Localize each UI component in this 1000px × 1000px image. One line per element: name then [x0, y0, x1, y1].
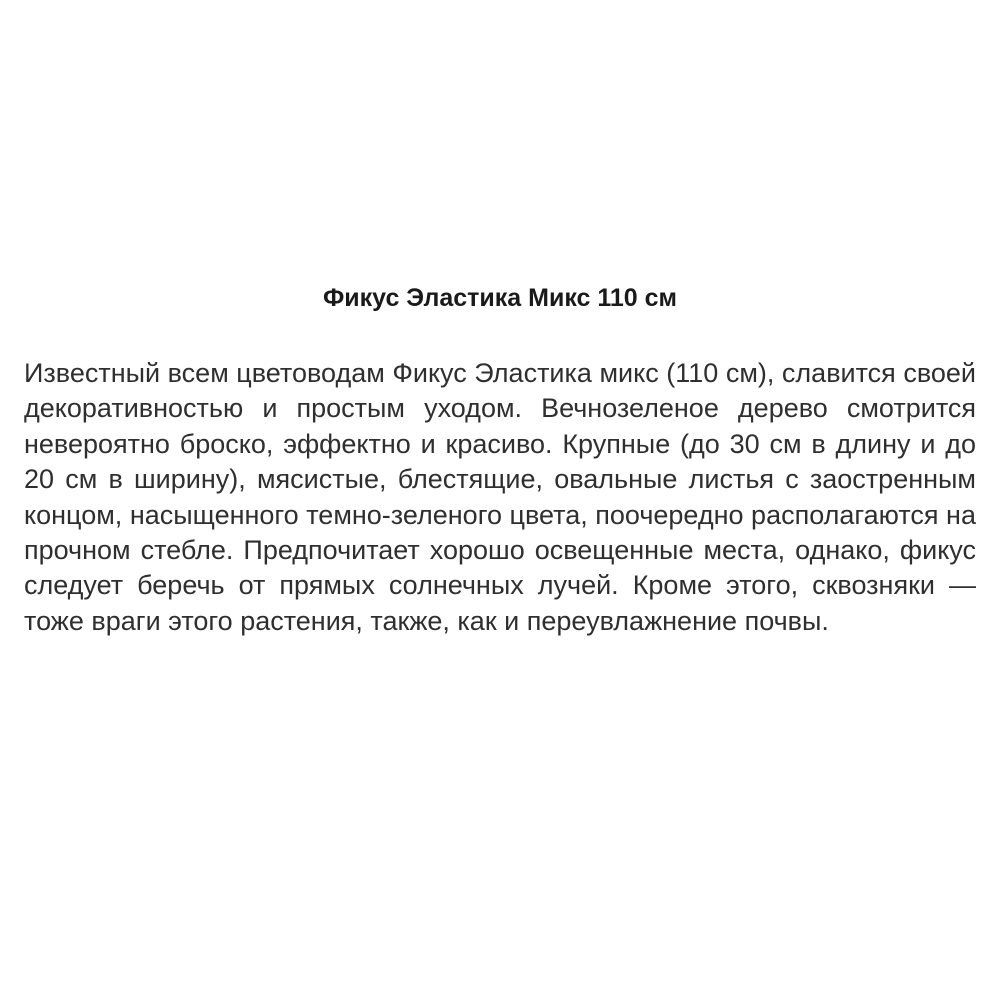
product-description [24, 276, 976, 639]
description-paragraph: Известный всем цветоводам Фикус Эластика микс (110 см), славится своей декоративностью и простым уходом. Вечнозеленое дерево смотрится невероятно броско, эффектно и красиво. Крупные (до 30 см в длину и до 20 см в ширину), мясистые, блестящие, овальные листья с заостренным концом, насыщенного темно-зеленого цвета, поочередно располагаются на прочном стебле. Предпочитает хорошо освещенные места, однако, фикус следует беречь от прямых солнечных лучей. Кроме этого, сквозняки — тоже враги этого растения, также, как и переувлажнение почвы. [24, 358, 976, 636]
page-title: Фикус Эластика Микс 110 см [322, 284, 678, 312]
